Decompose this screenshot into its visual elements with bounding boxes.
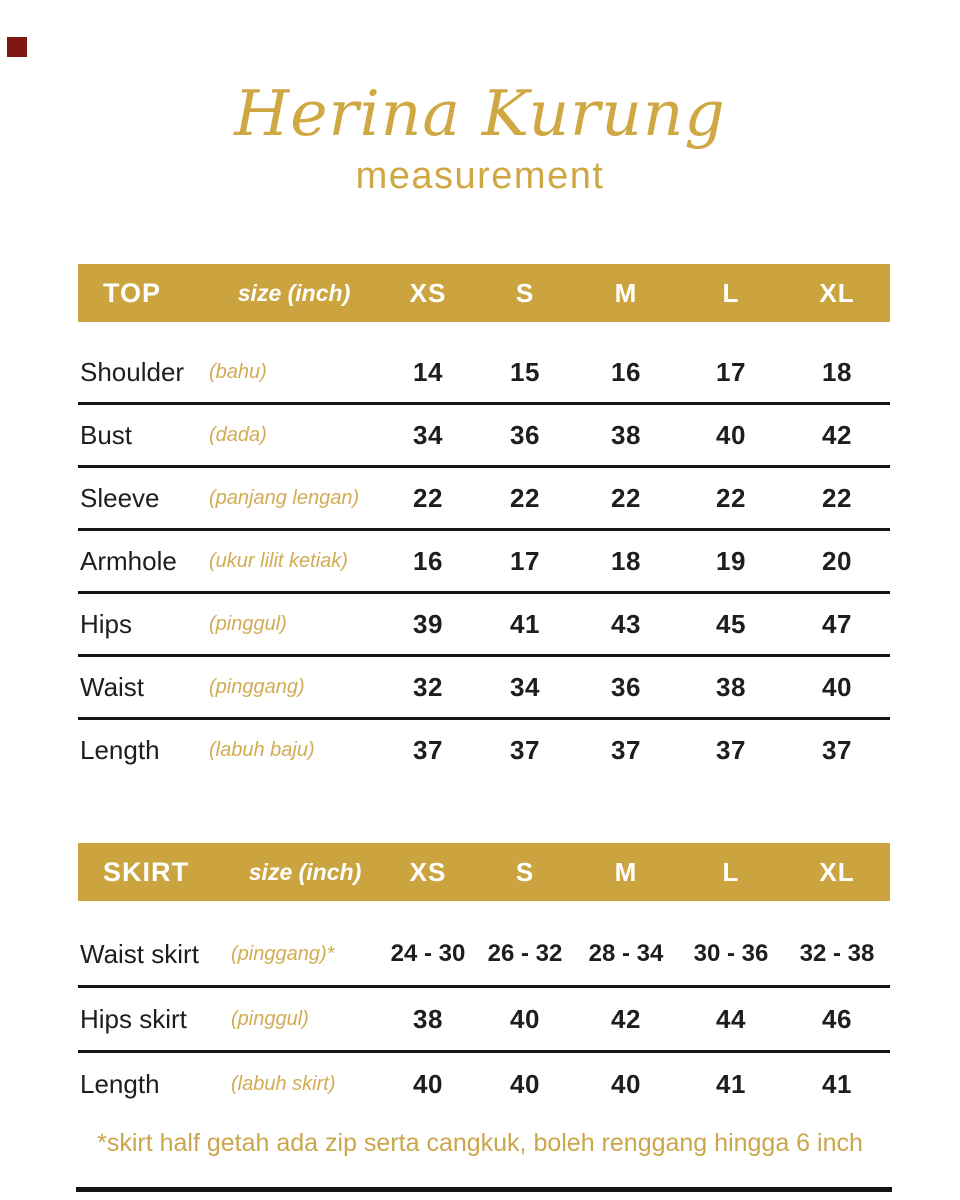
value-m: 43 xyxy=(611,608,641,639)
skirt-table-header-band xyxy=(78,843,890,901)
measurement-row-length-top xyxy=(78,720,890,780)
row-sublabel: (pinggang)* xyxy=(231,942,335,965)
row-label: Length xyxy=(80,1068,160,1099)
size-header-l: L xyxy=(722,856,740,887)
unit-label: size (inch) xyxy=(248,858,362,885)
row-sublabel: (ukur lilit ketiak) xyxy=(209,549,348,572)
value-m: 42 xyxy=(611,1003,641,1034)
row-label: Hips xyxy=(80,608,133,639)
row-label: Sleeve xyxy=(80,482,160,513)
value-s: 40 xyxy=(510,1068,540,1099)
measurement-row-waist-skirt xyxy=(78,923,890,988)
value-m: 22 xyxy=(611,482,641,513)
unit-label: size (inch) xyxy=(237,279,351,306)
row-sublabel: (labuh baju) xyxy=(209,738,315,761)
value-m: 40 xyxy=(611,1068,641,1099)
row-label: Hips skirt xyxy=(80,1003,187,1034)
value-s: 15 xyxy=(510,356,540,387)
value-xl: 37 xyxy=(822,734,852,765)
value-xs: 24 - 30 xyxy=(390,940,466,967)
value-l: 38 xyxy=(716,671,746,702)
value-xl: 32 - 38 xyxy=(799,940,875,967)
value-xl: 41 xyxy=(822,1068,852,1099)
row-label: Waist skirt xyxy=(80,938,199,969)
value-xs: 40 xyxy=(413,1068,443,1099)
red-corner-marker xyxy=(7,37,27,57)
measurement-row-hips-skirt xyxy=(78,988,890,1053)
value-s: 26 - 32 xyxy=(487,940,563,967)
table-name: SKIRT xyxy=(103,856,189,887)
size-header-xl: XL xyxy=(819,856,855,887)
value-xl: 22 xyxy=(822,482,852,513)
value-xs: 34 xyxy=(413,419,443,450)
value-m: 38 xyxy=(611,419,641,450)
measurement-row-length-skirt xyxy=(78,1053,890,1115)
row-sublabel: (dada) xyxy=(209,423,267,446)
value-l: 19 xyxy=(716,545,746,576)
skirt-table-rows xyxy=(78,901,890,1115)
value-m: 37 xyxy=(611,734,641,765)
size-header-xl: XL xyxy=(819,277,855,308)
value-l: 22 xyxy=(716,482,746,513)
value-l: 30 - 36 xyxy=(693,940,769,967)
top-table-rows xyxy=(78,322,890,780)
value-xl: 40 xyxy=(822,671,852,702)
value-xl: 42 xyxy=(822,419,852,450)
value-l: 45 xyxy=(716,608,746,639)
size-header-m: M xyxy=(614,277,638,308)
top-measurement-table xyxy=(78,264,890,780)
value-s: 41 xyxy=(510,608,540,639)
value-s: 37 xyxy=(510,734,540,765)
size-header-xs: XS xyxy=(409,277,447,308)
skirt-measurement-table xyxy=(78,843,890,1115)
row-label: Bust xyxy=(80,419,133,450)
row-label: Shoulder xyxy=(80,356,185,387)
row-label: Length xyxy=(80,734,160,765)
value-xl: 20 xyxy=(822,545,852,576)
value-xl: 47 xyxy=(822,608,852,639)
bottom-rule xyxy=(76,1187,892,1192)
size-header-s: S xyxy=(515,856,535,887)
size-header-m: M xyxy=(614,856,638,887)
value-s: 17 xyxy=(510,545,540,576)
row-sublabel: (labuh skirt) xyxy=(231,1072,336,1095)
page-subtitle: measurement xyxy=(355,155,605,197)
row-label: Waist xyxy=(80,671,145,702)
value-s: 40 xyxy=(510,1003,540,1034)
size-header-l: L xyxy=(722,277,740,308)
value-l: 37 xyxy=(716,734,746,765)
measurement-row-sleeve xyxy=(78,468,890,531)
value-xs: 38 xyxy=(413,1003,443,1034)
row-sublabel: (pinggul) xyxy=(209,612,287,635)
measurement-row-hips xyxy=(78,594,890,657)
measurement-row-bust xyxy=(78,405,890,468)
page-title: Herina Kurung xyxy=(234,77,726,150)
size-header-xs: XS xyxy=(409,856,447,887)
skirt-footnote: *skirt half getah ada zip serta cangkuk, boleh renggang hingga 6 inch xyxy=(97,1129,863,1157)
value-l: 17 xyxy=(716,356,746,387)
value-xs: 39 xyxy=(413,608,443,639)
value-xs: 14 xyxy=(413,356,443,387)
value-m: 28 - 34 xyxy=(588,940,664,967)
value-l: 40 xyxy=(716,419,746,450)
row-sublabel: (pinggul) xyxy=(231,1007,309,1030)
value-xs: 37 xyxy=(413,734,443,765)
value-xl: 46 xyxy=(822,1003,852,1034)
row-sublabel: (bahu) xyxy=(209,360,267,383)
value-s: 22 xyxy=(510,482,540,513)
row-sublabel: (panjang lengan) xyxy=(209,486,360,509)
value-l: 44 xyxy=(716,1003,746,1034)
value-s: 34 xyxy=(510,671,540,702)
value-m: 18 xyxy=(611,545,641,576)
value-xl: 18 xyxy=(822,356,852,387)
value-l: 41 xyxy=(716,1068,746,1099)
table-name: TOP xyxy=(103,277,162,308)
value-m: 16 xyxy=(611,356,641,387)
size-header-s: S xyxy=(515,277,535,308)
measurement-row-armhole xyxy=(78,531,890,594)
row-sublabel: (pinggang) xyxy=(209,675,305,698)
value-m: 36 xyxy=(611,671,641,702)
value-xs: 16 xyxy=(413,545,443,576)
top-table-header-band xyxy=(78,264,890,322)
measurement-row-waist xyxy=(78,657,890,720)
value-s: 36 xyxy=(510,419,540,450)
value-xs: 22 xyxy=(413,482,443,513)
measurement-row-shoulder xyxy=(78,342,890,405)
value-xs: 32 xyxy=(413,671,443,702)
row-label: Armhole xyxy=(80,545,177,576)
